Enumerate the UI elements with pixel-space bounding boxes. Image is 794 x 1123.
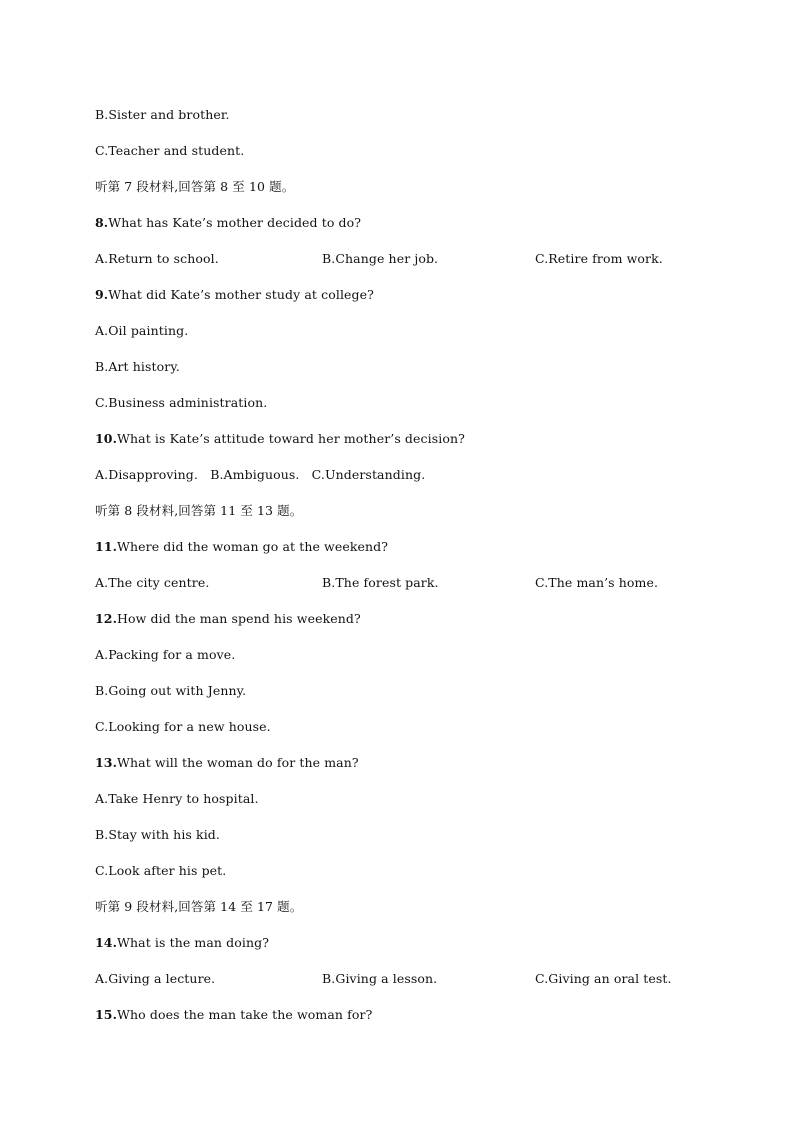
question-text: What did Kate’s mother study at college? <box>108 287 374 302</box>
option-a: A.Return to school. <box>95 251 219 266</box>
option-a: A.The city centre. <box>95 575 210 590</box>
question-text: Where did the woman go at the weekend? <box>117 539 389 554</box>
question-text: Who does the man take the woman for? <box>117 1007 373 1022</box>
question-number: 14. <box>95 935 118 950</box>
question-number: 12. <box>95 611 118 626</box>
options-row <box>95 573 659 593</box>
question-text: What is the man doing? <box>117 935 270 950</box>
question-number: 11. <box>95 539 118 554</box>
question-number: 13. <box>95 755 118 770</box>
option-b: B.Change her job. <box>322 251 439 266</box>
option-line: C.Teacher and student. <box>95 143 245 158</box>
question-text: What is Kate’s attitude toward her mother’s decision? <box>117 431 465 446</box>
question-line <box>95 285 374 305</box>
option-c: C.The man’s home. <box>535 575 659 590</box>
question-number: 8. <box>95 215 109 230</box>
option-line: A.Take Henry to hospital. <box>95 791 259 806</box>
option-line: B.Sister and brother. <box>95 107 230 122</box>
option-b: B.Giving a lesson. <box>322 971 438 986</box>
question-line <box>95 933 269 953</box>
option-line: B.Going out with Jenny. <box>95 683 247 698</box>
option-c: C.Giving an oral test. <box>535 971 672 986</box>
question-text: How did the man spend his weekend? <box>117 611 361 626</box>
options-row <box>95 969 672 989</box>
option-line: C.Business administration. <box>95 395 268 410</box>
question-text: What has Kate’s mother decided to do? <box>108 215 362 230</box>
question-line <box>95 537 388 557</box>
section-heading: 听第 7 段材料,回答第 8 至 10 题。 <box>95 179 295 194</box>
option-line: A.Packing for a move. <box>95 647 236 662</box>
question-number: 10. <box>95 431 118 446</box>
section-heading: 听第 8 段材料,回答第 11 至 13 题。 <box>95 503 303 518</box>
options-row <box>95 249 663 269</box>
question-line <box>95 429 465 449</box>
question-text: What will the woman do for the man? <box>117 755 359 770</box>
options-row: A.Disapproving. B.Ambiguous. C.Understanding. <box>95 467 426 482</box>
section-heading: 听第 9 段材料,回答第 14 至 17 题。 <box>95 899 303 914</box>
option-line: C.Looking for a new house. <box>95 719 271 734</box>
option-b: B.The forest park. <box>322 575 439 590</box>
option-c: C.Retire from work. <box>535 251 663 266</box>
option-line: B.Stay with his kid. <box>95 827 220 842</box>
option-line: C.Look after his pet. <box>95 863 227 878</box>
option-line: A.Oil painting. <box>95 323 189 338</box>
option-a: A.Giving a lecture. <box>95 971 216 986</box>
question-line <box>95 753 359 773</box>
question-line <box>95 1005 372 1025</box>
question-number: 15. <box>95 1007 118 1022</box>
question-line <box>95 213 361 233</box>
option-line: B.Art history. <box>95 359 180 374</box>
question-number: 9. <box>95 287 109 302</box>
question-line <box>95 609 361 629</box>
